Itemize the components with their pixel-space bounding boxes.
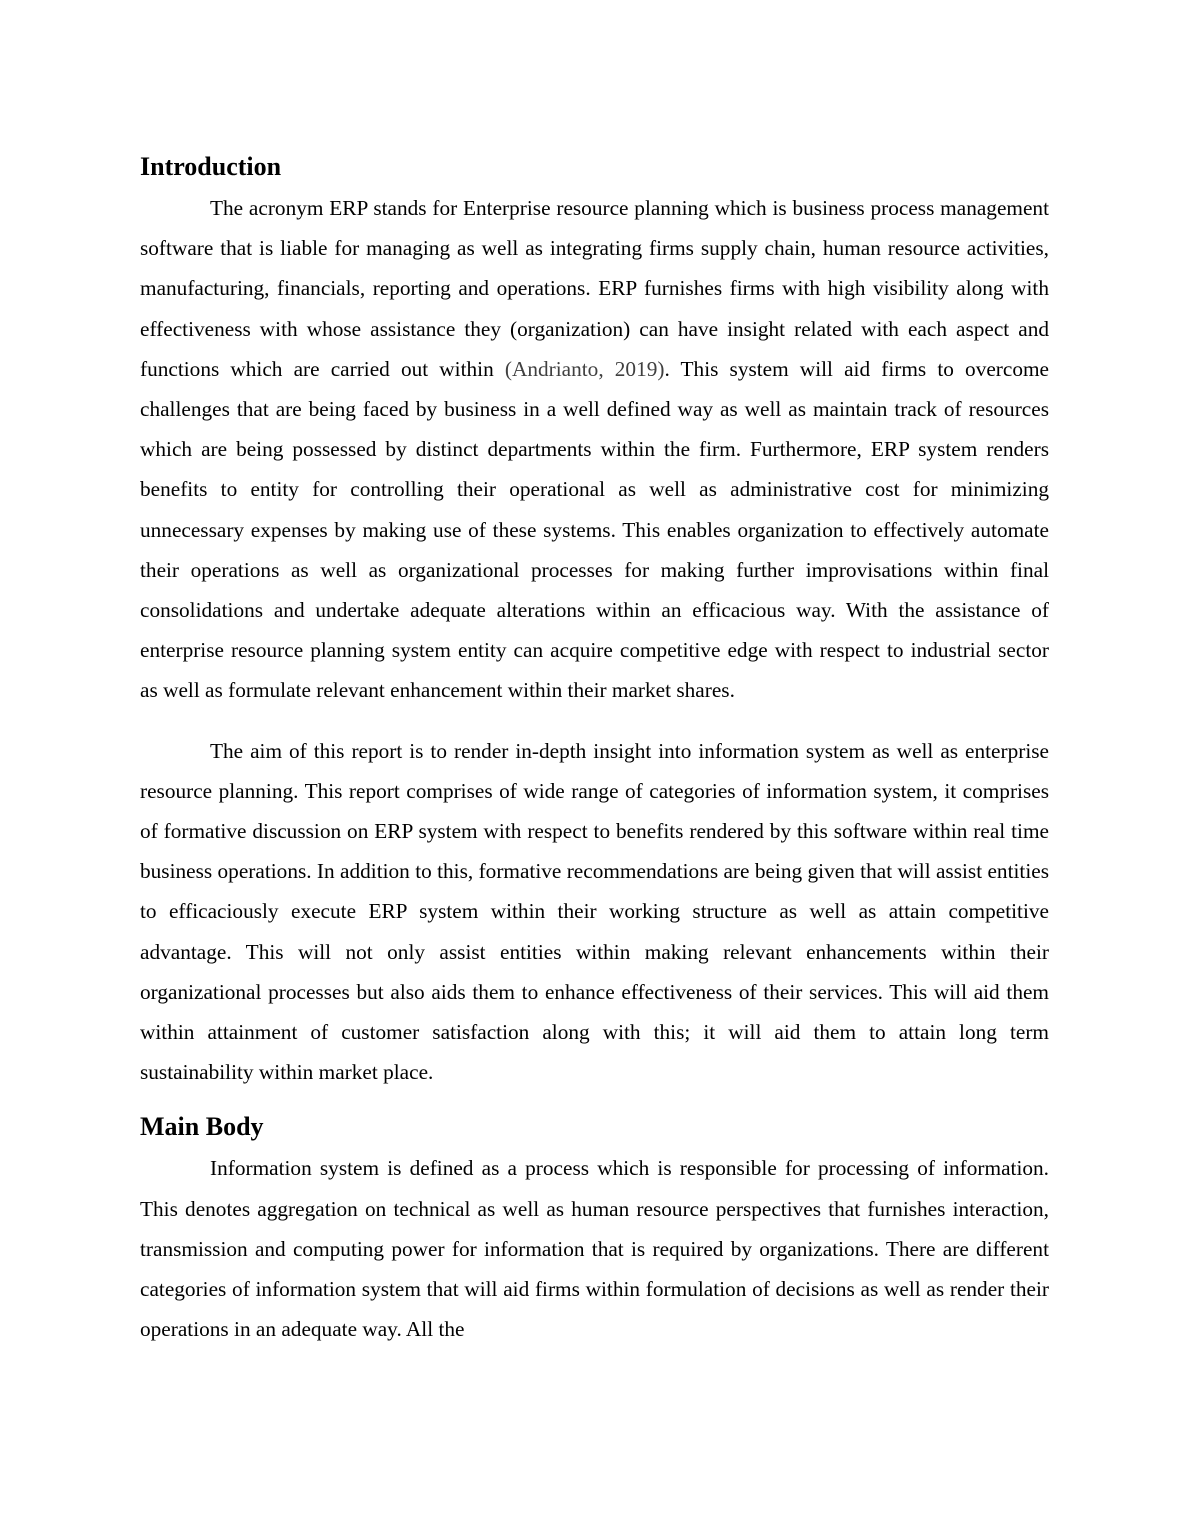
main-body-heading: Main Body (140, 1112, 264, 1142)
citation-andrianto: (Andrianto, 2019) (504, 356, 665, 381)
intro-paragraph-1-text-b: . This system will aid firms to overcome challenges that are being faced by business in a well defined way as well as maintain track of resources which are being possessed by distinct departments within the firm. Furthermore, ERP system renders benefits to entity for controlling their operational as well as administrative cost for minimizing unnecessary expenses by making use of these systems. This enables organization to effectively automate their operations as well as organizational processes for making further improvisations within final consolidations and undertake adequate alterations within an efficacious way. With the assistance of enterprise resource planning system entity can acquire competitive edge with respect to industrial sector as well as formulate relevant enhancement within their market shares. (140, 356, 1050, 703)
main-body-paragraph-1: Information system is defined as a process which is responsible for processing of information. This denotes aggregation on technical as well as human resource perspectives that furnishes interaction, transmission and computing power for information that is required by organizations. There are different categories of information system that will aid firms within formulation of decisions as well as render their operations in an adequate way. All the (140, 1156, 1049, 1342)
intro-paragraph-1-text-a: The acronym ERP stands for Enterprise resource planning which is business process management software that is liable for managing as well as integrating firms supply chain, human resource activities, manufacturing, financials, reporting and operations. ERP furnishes firms with high visibility along with effectiveness with whose assistance they (organization) can have insight related with each aspect and functions which are carried out within (140, 196, 1049, 381)
intro-paragraph-2: The aim of this report is to render in-depth insight into information system as well as enterprise resource planning. This report comprises of wide range of categories of information system, it comprises of formative discussion on ERP system with respect to benefits rendered by this software within real time business operations. In addition to this, formative recommendations are being given that will assist entities to efficaciously execute ERP system within their working structure as well as attain competitive advantage. This will not only assist entities within making relevant enhancements within their organizational processes but also aids them to enhance effectiveness of their services. This will aid them within attainment of customer satisfaction along with this; it will aid them to attain long term sustainability within market place. (140, 738, 1049, 1085)
document-page (140, 148, 1049, 1349)
intro-paragraph-1 (140, 188, 1049, 711)
introduction-heading: Introduction (140, 152, 282, 181)
